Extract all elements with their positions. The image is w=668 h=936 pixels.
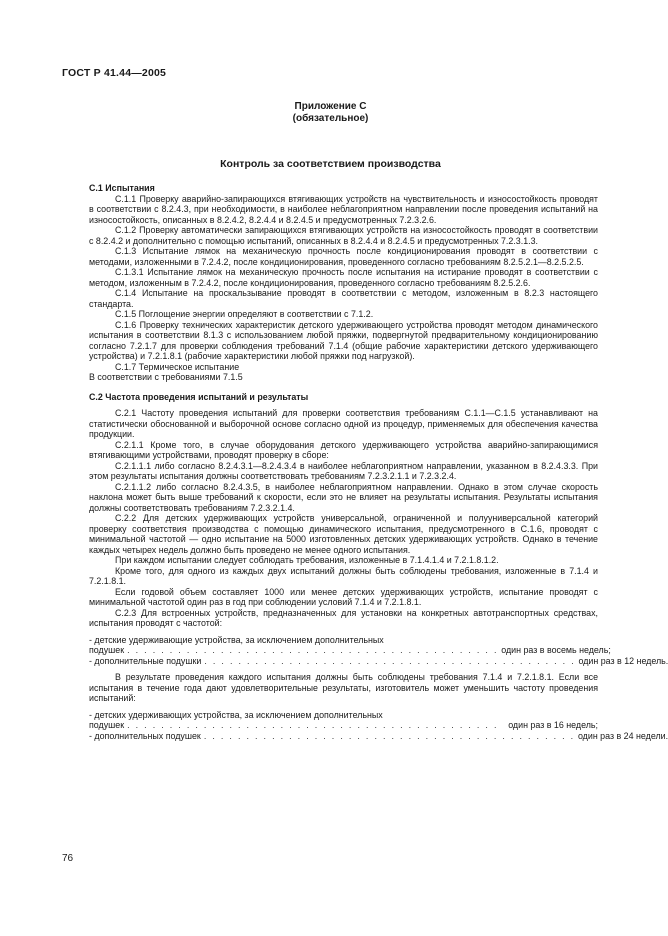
paragraph-c2-1-1: С.2.1.1 Кроме того, в случае оборудования детского удерживающего устройства аварийно-запирающимися втягивающими устройствами, проводят проверку в сборе:: [89, 439, 598, 460]
list-item-label: - дополнительные подушки: [89, 655, 202, 666]
paragraph-c2-2-c: Если годовой объем составляет 1000 или менее детских удерживающих устройств, испытание проводят с минимальной частотой один раз в год при соблюдении условий 7.1.4 и 7.2.1.8.1.: [89, 586, 598, 607]
list-item: [89, 720, 598, 731]
list-item-value: один раз в 24 недели.: [577, 730, 668, 741]
frequency-list-1: [89, 634, 668, 667]
list-item-text: - детские удерживающие устройства, за исключением дополнительных: [89, 634, 384, 645]
heading-c2: С.2 Частота проведения испытаний и результаты: [89, 391, 309, 402]
dot-leader: . . . . . . . . . . . . . . . . . . . . . . . . . . . . . . . . . . . . . . . . . . . .: [127, 645, 499, 655]
appendix-status: (обязательное): [292, 113, 369, 124]
list-item: [89, 635, 598, 646]
paragraph-c1-7-text: В соответствии с требованиями 7.1.5: [89, 372, 243, 382]
paragraph-c1-7: С.1.7 Термическое испытание: [115, 361, 240, 372]
paragraph-c1-2: С.1.2 Проверку автоматически запирающихся втягивающих устройств на износостойкость проводят в соответствии с 8.2.4.2 и дополнительно с помощью испытаний, описанных в 8.2.4.4 и 8.2.4.5 и предусмотренных 7.2.3.1.3.: [89, 225, 598, 246]
list-item-text: - детских удерживающих устройства, за исключением дополнительных: [89, 709, 383, 720]
list-item-label: подушек: [89, 645, 125, 655]
paragraph-c2-2-b: Кроме того, для одного из каждых двух испытаний должны быть соблюдены требования, изложенные в 7.1.4 и 7.2.1.8.1.: [89, 565, 598, 586]
paragraph-c2-1: С.2.1 Частоту проведения испытаний для проверки соответствия требованиям С.1.1—С.1.5 устанавливают на статистически обоснованной и выборочной основе согласно одной из процедур, применяемых для обеспечения качества продукции.: [89, 408, 598, 439]
list-item-value: один раз в 16 недель;: [508, 720, 598, 730]
document-body: [89, 183, 668, 741]
paragraph-c1-1: С.1.1 Проверку аварийно-запирающихся втягивающих устройств на чувствительность и износостойкость проводят в соответствии с 8.2.4.3, при необходимости, в наиболее неблагоприятном направлении после проведения испытаний на износостойкость, описанных в 8.2.4.2, 8.2.4.4 и 8.2.4.5 и предусмотренных 7.2.3.2.6.: [89, 193, 598, 225]
page-number: 76: [62, 853, 74, 864]
frequency-list-2: [89, 709, 668, 742]
dot-leader: . . . . . . . . . . . . . . . . . . . . . . . . . . . . . . . . . . . . . . . . . . . .: [204, 655, 576, 666]
dot-leader: . . . . . . . . . . . . . . . . . . . . . . . . . . . . . . . . . . . . . . . . . . . .: [203, 730, 575, 741]
list-item: [89, 655, 668, 667]
list-item-value: один раз в восемь недель;: [501, 645, 611, 655]
dot-leader: . . . . . . . . . . . . . . . . . . . . . . . . . . . . . . . . . . . . . . . . . . . .: [127, 720, 499, 730]
list-item-label: - дополнительных подушек: [89, 730, 201, 741]
section-title: Контроль за соответствием производства: [220, 158, 441, 170]
document-code: ГОСТ Р 41.44—2005: [62, 67, 167, 79]
list-item: [89, 710, 598, 721]
paragraph-c2-3-b: В результате проведения каждого испытания должны быть соблюдены требования 7.1.4 и 7.2.1.8.1. Если все испытания в течение года дают удовлетворительные результаты, изготовитель может уменьшить частоту проведения испытаний:: [89, 672, 598, 703]
heading-c1: С.1 Испытания: [89, 183, 155, 193]
paragraph-c1-3: С.1.3 Испытание лямок на механическую прочность после кондиционирования проводят в соответствии с методами, изложенными в 7.2.4.2, после кондиционирования, проведенного согласно требованиям 8.2.5.2.1—8.2.5.2.5.: [89, 246, 598, 267]
list-item-value: один раз в 12 недель.: [578, 655, 668, 666]
paragraph-c2-1-1-2: С.2.1.1.2 либо согласно 8.2.4.3.5, в наиболее неблагоприятном направлении. Однако в этом случае скорость наклона может быть выше требований к скорости, если это не влияет на результаты испытания. Результаты испытания должны соответствовать требованиям 7.2.3.2.1.4.: [89, 481, 598, 513]
paragraph-c2-2: С.2.2 Для детских удерживающих устройств универсальной, ограниченной и полууниверсальной категорий проверку соответствия производства с помощью динамического испытания, предусмотренного в С.1.6, проводят с минимальной частотой — одно испытание на 5000 изготовленных детских удерживающих устройств. Однако в течение каждых четырех недель должно быть проведено не менее одного испытания.: [89, 513, 598, 555]
paragraph-c1-3-1: С.1.3.1 Испытание лямок на механическую прочность после испытания на истирание проводят в соответствии с методом, изложенным в 7.2.4.2, после кондиционирования, проведенного согласно требованиям 8.2.5.2.6.: [89, 267, 598, 288]
appendix-title: Приложение С: [294, 101, 367, 112]
paragraph-c2-3: С.2.3 Для встроенных устройств, предназначенных для установки на конкретных автотранспортных средствах, испытания проводят с частотой:: [89, 607, 598, 628]
paragraph-c1-5: С.1.5 Поглощение энергии определяют в соответствии с 7.1.2.: [115, 309, 374, 319]
paragraph-c2-1-1-1: С.2.1.1.1 либо согласно 8.2.4.3.1—8.2.4.3.4 в наиболее неблагоприятном направлении, указанном в 8.2.4.3.3. При этом результаты испытания должны соответствовать требованиям 7.2.3.2.1.1 и 7.2.3.2.4.: [89, 460, 598, 481]
list-item: [89, 730, 668, 742]
paragraph-c1-6: С.1.6 Проверку технических характеристик детского удерживающего устройства проводят методом динамического испытания в соответствии 8.1.3 с использованием любой пряжки, подвергнутой предварительному кондиционированию согласно 7.2.1.7 для проверки соблюдения требований 7.1.4 (общие рабочие характеристики детского удерживающего устройства) и 7.2.1.8.1 (рабочие характеристики любой пряжки под нагрузкой).: [89, 319, 598, 361]
paragraph-c1-4: С.1.4 Испытание на проскальзывание проводят в соответствии с методом, изложенным в 8.2.3 настоящего стандарта.: [89, 288, 598, 309]
list-item: [89, 645, 611, 656]
paragraph-c2-2-a: При каждом испытании следует соблюдать требования, изложенные в 7.1.4.1.4 и 7.2.1.8.1.2.: [115, 555, 499, 565]
list-item-label: подушек: [89, 720, 125, 730]
